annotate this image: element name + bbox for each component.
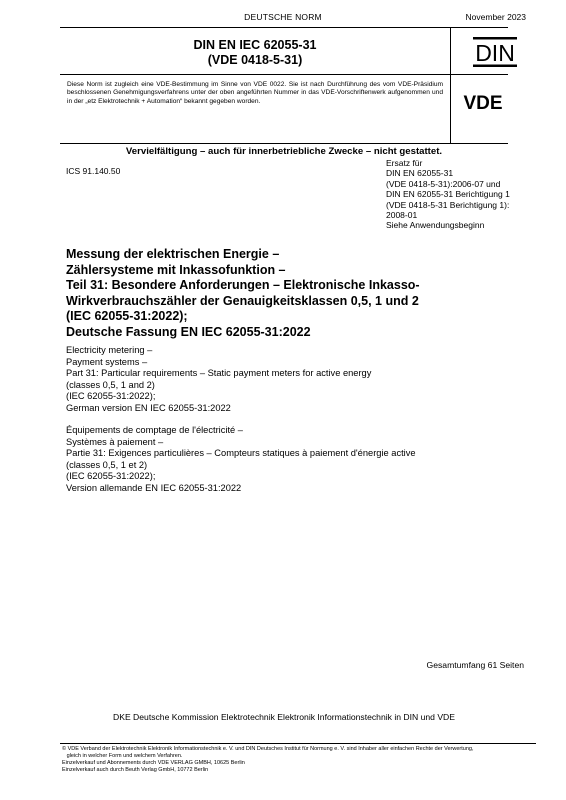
total-pages: Gesamtumfang 61 Seiten	[426, 660, 524, 670]
replaces-line: DIN EN 62055-31 Berichtigung 1	[386, 189, 510, 200]
vde-classification: (VDE 0418-5-31)	[207, 53, 303, 67]
title-german	[66, 247, 486, 340]
title-french	[66, 425, 506, 494]
title-de-line: (IEC 62055-31:2022);	[66, 309, 188, 323]
replaces-block	[386, 158, 536, 231]
dke-commission-line: DKE Deutsche Kommission Elektrotechnik Elektronik Informationstechnik in DIN und VDE	[113, 712, 455, 722]
norm-type-label: DEUTSCHE NORM	[244, 12, 322, 22]
footer-line: © VDE Verband der Elektrotechnik Elektronik Informationstechnik e. V. und DIN Deutsches Institut für Normung e. V. sind Inhaber aller einfachen Rechte der Verwertung,	[62, 746, 474, 752]
title-fr-line: Version allemande EN IEC 62055-31:2022	[66, 482, 242, 493]
title-en-line: Payment systems –	[66, 356, 148, 367]
title-fr-line: Partie 31: Exigences particulières – Compteurs statiques à paiement d'énergie active	[66, 448, 416, 458]
frame-divider-horizontal	[60, 74, 508, 75]
title-en-line: Part 31: Particular requirements – Static payment meters for active energy	[66, 368, 372, 378]
vde-regulation-note: Diese Norm ist zugleich eine VDE-Bestimmung im Sinne von VDE 0022. Sie ist nach Durchführung des vom VDE-Präsidium beschlossenen Genehmigungsverfahrens unter der oben angeführten Nummer in das VDE-Vorschriftenwerk aufgenommen und in der „etz Elektrotechnik + Automation“ bekannt gegeben worden.	[67, 81, 443, 105]
replaces-line: (VDE 0418-5-31):2006-07 und	[386, 178, 501, 189]
svg-text:DIN: DIN	[475, 40, 515, 66]
title-en-line: (IEC 62055-31:2022);	[66, 391, 156, 401]
title-fr-line: (classes 0,5, 1 et 2)	[66, 459, 148, 470]
title-de-line: Wirkverbrauchszähler der Genauigkeitsklassen 0,5, 1 und 2	[66, 293, 419, 308]
title-frame	[60, 27, 515, 144]
replaces-line: DIN EN 62055-31	[386, 168, 454, 179]
reproduction-notice: Vervielfältigung – auch für innerbetriebliche Zwecke – nicht gestattet.	[125, 146, 443, 157]
publication-date: November 2023	[465, 12, 526, 22]
footer-line: Einzelverkauf auch durch Beuth Verlag GmbH, 10772 Berlin	[62, 767, 209, 773]
footer-line: gleich in welcher Form und welchem Verfahren.	[62, 753, 183, 759]
vde-logo	[456, 93, 510, 116]
ics-code: ICS 91.140.50	[66, 166, 121, 176]
title-de-line: Zählersysteme mit Inkassofunktion –	[66, 262, 286, 277]
title-fr-line: (IEC 62055-31:2022);	[66, 471, 156, 481]
title-de-line: Teil 31: Besondere Anforderungen – Elektronische Inkasso-	[66, 278, 420, 292]
footer-line: Einzelverkauf und Abonnements durch VDE VERLAG GMBH, 10625 Berlin	[62, 760, 245, 766]
footer-rule	[60, 743, 536, 744]
replaces-line: 2008-01	[386, 210, 418, 221]
replaces-line: (VDE 0418-5-31 Berichtigung 1):	[386, 199, 510, 210]
title-en-line: German version EN IEC 62055-31:2022	[66, 402, 231, 413]
document-number-block	[60, 38, 450, 68]
copyright-footer	[62, 746, 542, 774]
title-de-line: Messung der elektrischen Energie –	[66, 247, 280, 261]
title-en-line: Electricity metering –	[66, 345, 153, 355]
title-fr-line: Systèmes à paiement –	[66, 436, 164, 447]
title-fr-line: Équipements de comptage de l'électricité –	[66, 425, 243, 435]
svg-text:VDE: VDE	[463, 93, 503, 111]
replaces-line: Siehe Anwendungsbeginn	[386, 220, 485, 231]
title-english	[66, 345, 506, 414]
replaces-line: Ersatz für	[386, 158, 423, 168]
frame-divider-vertical	[450, 28, 451, 143]
title-en-line: (classes 0,5, 1 and 2)	[66, 379, 155, 390]
title-de-line: Deutsche Fassung EN IEC 62055-31:2022	[66, 324, 311, 339]
document-number: DIN EN IEC 62055-31	[193, 38, 317, 52]
